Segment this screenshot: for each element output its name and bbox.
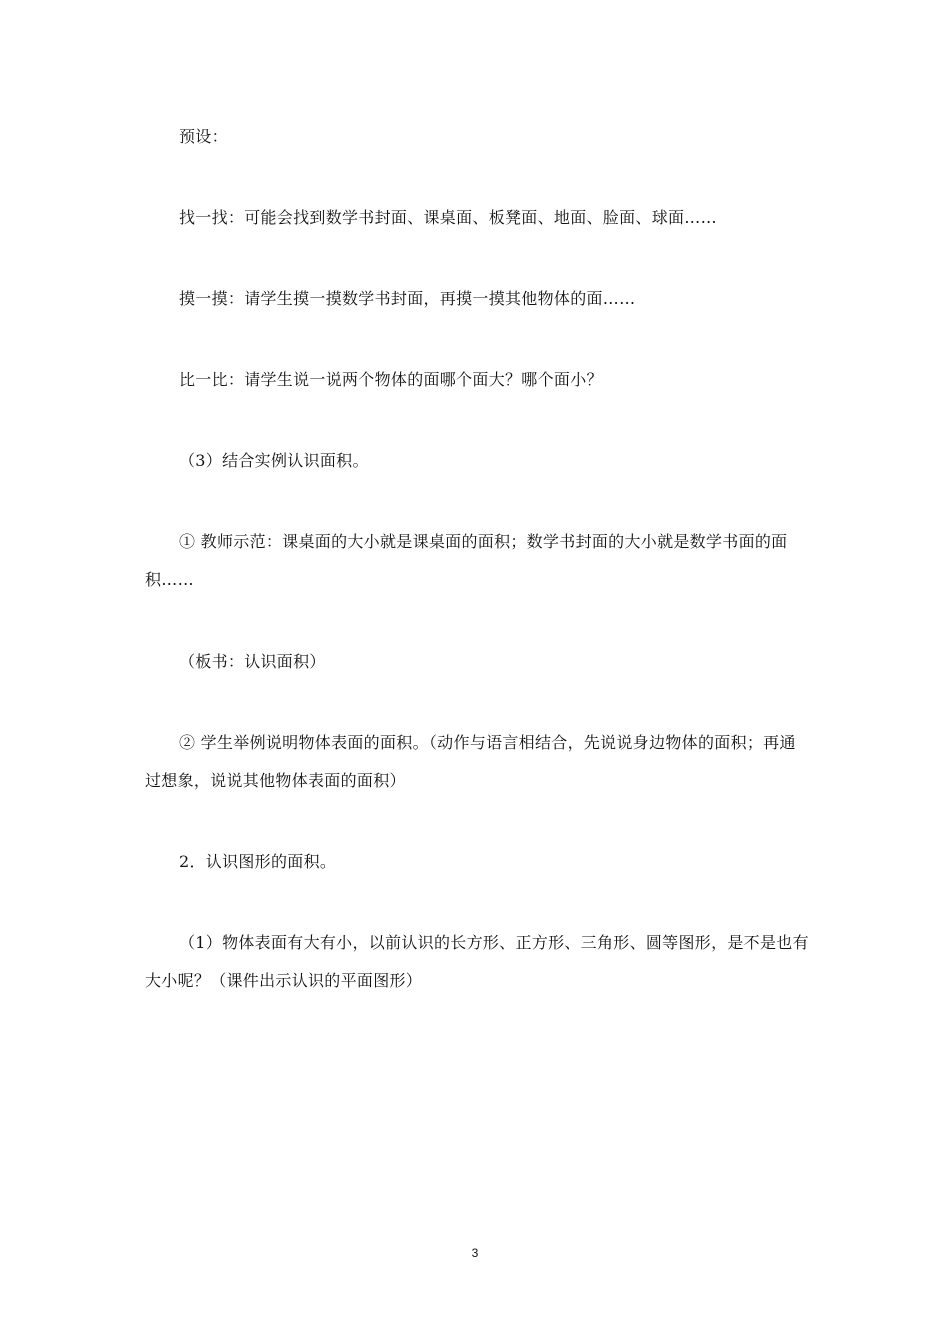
paragraph-student-examples: ② 学生举例说明物体表面的面积。（动作与语言相结合，先说说身边物体的面积；再通过想象，说说其他物体表面的面积） <box>145 733 796 790</box>
paragraph-preset: 预设： <box>179 127 228 146</box>
paragraph-board-note: （板书：认识面积） <box>179 652 326 671</box>
paragraph-shapes-question: （1）物体表面有大有小，以前认识的长方形、正方形、三角形、圆等图形，是不是也有大小呢？（课件出示认识的平面图形） <box>145 933 809 990</box>
paragraph-section-2: 2．认识图形的面积。 <box>179 852 337 871</box>
paragraph-touch: 摸一摸：请学生摸一摸数学书封面，再摸一摸其他物体的面…… <box>179 289 636 308</box>
paragraph-teacher-demo: ① 教师示范：课桌面的大小就是课桌面的面积；数学书封面的大小就是数学书面的面积…… <box>145 532 788 589</box>
page-number: 3 <box>471 1246 479 1260</box>
paragraph-compare: 比一比：请学生说一说两个物体的面哪个面大？哪个面小？ <box>179 370 603 389</box>
paragraph-section-3: （3）结合实例认识面积。 <box>179 451 369 470</box>
paragraph-find: 找一找：可能会找到数学书封面、课桌面、板凳面、地面、脸面、球面…… <box>179 208 717 227</box>
